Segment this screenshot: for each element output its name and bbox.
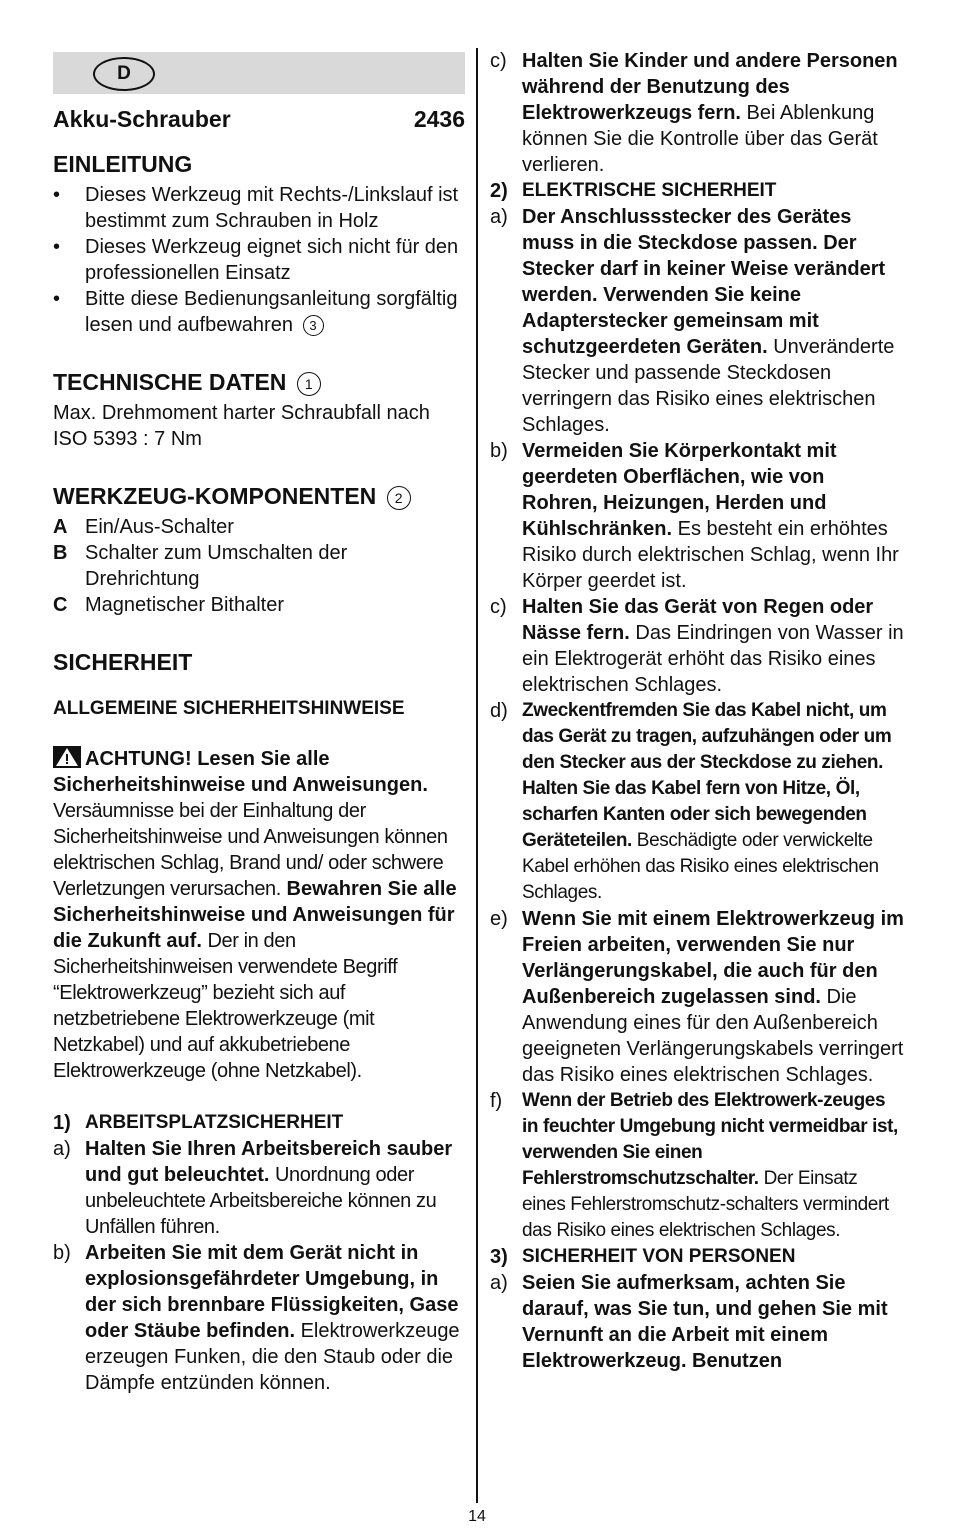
list-item: • Bitte diese Bedienungsanleitung sorgfältig lesen und aufbewahren 3 [53,288,458,336]
list-item: • Dieses Werkzeug mit Rechts-/Linkslauf ist bestimmt zum Schrauben in Holz [53,184,459,232]
figure-ref-icon: 3 [303,315,324,336]
list-item: C Magnetischer Bithalter [53,594,284,616]
figure-ref-icon: 1 [297,372,321,396]
list-item: e) Wenn Sie mit einem Elektrowerkzeug im Freien arbeiten, verwenden Sie nur Verlängerungskabel, die auch für den Außenbereich zugelassen sind. Die Anwendung eines für den Außenbereich geeigneten Verlängerungskabels verringert das Risiko eines elektrischen Schlages. [490,908,904,1086]
warning-icon [53,746,81,768]
tech-heading: TECHNISCHE DATEN 1 [53,368,465,396]
list-item: c) Halten Sie das Gerät von Regen oder Nässe fern. Das Eindringen von Wasser in ein Elektrogerät erhöht das Risiko eines elektrischen Schlages. [490,596,904,696]
list-item: b) Vermeiden Sie Körperkontakt mit geerdeten Oberflächen, wie von Rohren, Heizungen, Herden und Kühlschränken. Es besteht ein erhöhtes Risiko durch elektrischen Schlag, wenn Ihr Körper geerdet ist. [490,440,899,592]
list-item: A Ein/Aus-Schalter [53,516,234,538]
figure-ref-icon: 2 [387,486,411,510]
intro-bullets [53,182,465,338]
column-divider [476,48,478,1503]
list-item: a) Der Anschlussstecker des Gerätes muss in die Steckdose passen. Der Stecker darf in keiner Weise verändert werden. Verwenden Sie keine Adapterstecker gemeinsam mit schutzgeerdeten Geräten. Unveränderte Stecker und passende Steckdosen verringern das Risiko eines elektrischen Schlages. [490,206,895,436]
list-item: b) Arbeiten Sie mit dem Gerät nicht in explosionsgefährdeter Umgebung, in der sich brennbare Flüssigkeiten, Gase oder Stäube befinden. Elektrowerkzeuge erzeugen Funken, die den Staub oder die Dämpfe entzünden können. [53,1242,460,1394]
safety-heading: SICHERHEIT [53,649,193,675]
list-item: a) Halten Sie Ihren Arbeitsbereich sauber und gut beleuchtet. Unordnung oder unbeleuchtete Arbeitsbereiche können zu Unfällen führen. [53,1138,453,1238]
left-column [53,52,465,1396]
product-title-row [53,106,465,133]
language-badge: D [93,57,155,91]
section-3-heading: 3) SICHERHEIT VON PERSONEN [490,1246,796,1268]
components-list [53,514,465,618]
section-1-heading: 1) ARBEITSPLATZSICHERHEIT [53,1112,344,1134]
list-item: f) Wenn der Betrieb des Elektrowerk-zeuges in feuchter Umgebung nicht vermeidbar ist, verwenden Sie einen Fehlerstromschutzschalter. Der Einsatz eines Fehlerstromschutz-schalters vermindert das Risiko eines elektrischen Schlages. [490,1090,898,1241]
product-name: Akku-Schrauber [53,106,231,132]
intro-heading: EINLEITUNG [53,151,193,177]
list-item: d) Zweckentfremden Sie das Kabel nicht, um das Gerät zu tragen, aufzuhängen oder um den Stecker aus der Steckdose zu ziehen. Halten Sie das Kabel fern von Hitze, Öl, scharfen Kanten oder sich bewegenden Geräteteilen. Beschädigte oder verwickelte Kabel erhöhen das Risiko eines elektrischen Schlages. [490,700,892,903]
list-item: • Dieses Werkzeug eignet sich nicht für den professionellen Einsatz [53,236,459,284]
list-item: a) Seien Sie aufmerksam, achten Sie darauf, was Sie tun, und gehen Sie mit Vernunft an die Arbeit mit einem Elektrowerkzeug. Benutzen [490,1272,888,1372]
model-number: 2436 [413,106,465,132]
language-bar [53,52,465,94]
tech-text: Max. Drehmoment harter Schraubfall nach ISO 5393 : 7 Nm [53,402,430,450]
general-safety-heading: ALLGEMEINE SICHERHEITSHINWEISE [53,698,405,719]
warning-paragraph: ACHTUNG! Lesen Sie alle Sicherheitshinweise und Anweisungen. Versäumnisse bei der Einhaltung der Sicherheitshinweise und Anweisungen können elektrischen Schlag, Brand und/ oder schwere Verletzungen verursachen. Bewahren Sie alle Sicherheitshinweise und Anweisungen für die Zukunft auf. Der in den Sicherheitshinweisen verwendete Begriff “Elektrowerkzeug” bezieht sich auf netzbetriebene Elektrowerkzeuge (mit Netzkabel) und auf akkubetriebene Elektrowerkzeuge (ohne Netzkabel). [53,748,457,1082]
list-item: B Schalter zum Umschalten der Drehrichtung [53,542,348,590]
page-number: 14 [468,1508,486,1525]
components-heading: WERKZEUG-KOMPONENTEN 2 [53,482,465,510]
list-item: c) Halten Sie Kinder und andere Personen während der Benutzung des Elektrowerkzeugs fern. Bei Ablenkung können Sie die Kontrolle über das Gerät verlieren. [490,50,898,176]
right-column [490,48,905,1374]
section-2-heading: 2) ELEKTRISCHE SICHERHEIT [490,180,777,202]
